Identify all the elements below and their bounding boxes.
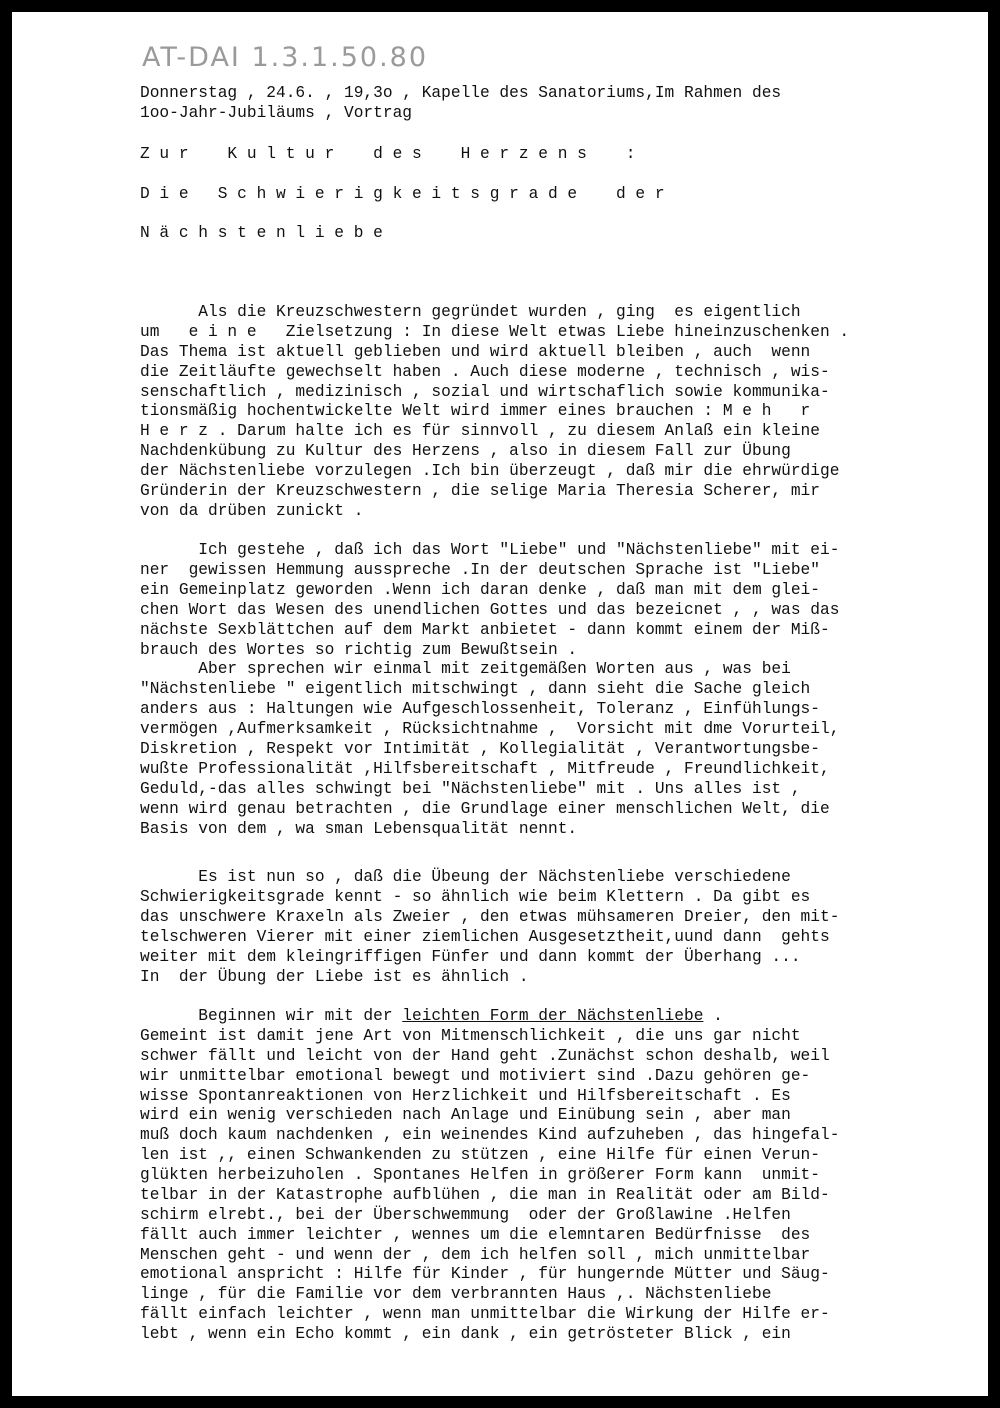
text-line: glükten herbeizuholen . Spontanes Helfen in größerer Form kann unmit-: [140, 1166, 820, 1184]
title-line-1: Z u r K u l t u r d e s H e r z e n s :: [140, 145, 636, 163]
archive-reference-stamp: AT-DAI 1.3.1.50.80: [142, 42, 429, 73]
text-line: Diskretion , Respekt vor Intimität , Kollegialität , Verantwortungsbe-: [140, 740, 820, 758]
text-segment: .: [703, 1007, 723, 1025]
text-line: lebt , wenn ein Echo kommt , ein dank , ein getrösteter Blick , ein: [140, 1325, 791, 1343]
text-line: nächste Sexblättchen auf dem Markt anbietet - dann kommt einem der Miß-: [140, 621, 830, 639]
text-line: muß doch kaum nachdenken , ein weinendes Kind aufzuheben , das hingefal-: [140, 1126, 840, 1144]
text-line: Geduld,-das alles schwingt bei "Nächstenliebe" mit . Uns alles ist ,: [140, 780, 801, 798]
text-line: telschweren Vierer mit einer ziemlichen Ausgesetztheit,uund dann gehts: [140, 928, 830, 946]
text-line: fällt auch immer leichter , wennes um die elemntaren Bedürfnisse des: [140, 1226, 811, 1244]
text-line: tionsmäßig hochentwickelte Welt wird immer eines brauchen : M e h r: [140, 402, 811, 420]
text-line: "Nächstenliebe " eigentlich mitschwingt , dann sieht die Sache gleich: [140, 680, 811, 698]
text-line: Es ist nun so , daß die Übeung der Nächstenliebe verschiedene: [140, 868, 791, 886]
text-line: senschaftlich , medizinisch , sozial und wirtschaflich sowie kommunika-: [140, 383, 830, 401]
document-page: [12, 12, 988, 1396]
text-line: Gründerin der Kreuzschwestern , die selige Maria Theresia Scherer, mir: [140, 482, 820, 500]
text-line: Menschen geht - und wenn der , dem ich helfen soll , mich unmittelbar: [140, 1246, 811, 1264]
text-line: von da drüben zunickt .: [140, 502, 364, 520]
text-segment: Beginnen wir mit der: [140, 1007, 403, 1025]
text-line: wir unmittelbar emotional bewegt und motiviert sind .Dazu gehören ge-: [140, 1067, 811, 1085]
text-line: schirm elrebt., bei der Überschwemmung oder der Großlawine .Helfen: [140, 1206, 791, 1224]
text-line: weiter mit dem kleingriffigen Fünfer und dann kommt der Überhang ...: [140, 948, 801, 966]
text-line: Basis von dem , wa sman Lebensqualität nennt.: [140, 820, 578, 838]
text-line: der Nächstenliebe vorzulegen .Ich bin überzeugt , daß mir die ehrwürdige: [140, 462, 840, 480]
text-line: ner gewissen Hemmung ausspreche .In der deutschen Sprache ist "Liebe": [140, 561, 820, 579]
text-line: linge , für die Familie vor dem verbrannten Haus ,. Nächstenliebe: [140, 1285, 772, 1303]
text-line: len ist ,, einen Schwankenden zu stützen , eine Hilfe für einen Verun-: [140, 1146, 820, 1164]
text-line: die Zeitläufte gewechselt haben . Auch diese moderne , technisch , wis-: [140, 363, 830, 381]
text-line: anders aus : Haltungen wie Aufgeschlossenheit, Toleranz , Einfühlungs-: [140, 700, 820, 718]
text-line: Ich gestehe , daß ich das Wort "Liebe" und "Nächstenliebe" mit ei-: [140, 541, 840, 559]
text-line: wird ein wenig verschieden nach Anlage und Einübung sein , aber man: [140, 1106, 791, 1124]
text-line: ein Gemeinplatz geworden .Wenn ich daran denke , daß man mit dem glei-: [140, 581, 820, 599]
title-line-3: N ä c h s t e n l i e b e: [140, 224, 383, 242]
text-line: brauch des Wortes so richtig zum Bewußtsein .: [140, 641, 578, 659]
text-line: fällt einfach leichter , wenn man unmittelbar die Wirkung der Hilfe er-: [140, 1305, 830, 1323]
text-line: Gemeint ist damit jene Art von Mitmenschlichkeit , die uns gar nicht: [140, 1027, 801, 1045]
text-line: das unschwere Kraxeln als Zweier , den etwas mühsameren Dreier, den mit-: [140, 908, 840, 926]
text-line: wisse Spontanreaktionen von Herzlichkeit und Hilfsbereitschaft . Es: [140, 1087, 791, 1105]
text-line: emotional anspricht : Hilfe für Kinder , für hungernde Mütter und Säug-: [140, 1265, 830, 1283]
header-occasion-line: 1oo-Jahr-Jubiläums , Vortrag: [140, 104, 412, 122]
text-line: wußte Professionalität ,Hilfsbereitschaft , Mitfreude , Freundlichkeit,: [140, 760, 830, 778]
text-line: chen Wort das Wesen des unendlichen Gottes und das bezeicnet , , was das: [140, 601, 840, 619]
text-line: um e i n e Zielsetzung : In diese Welt etwas Liebe hineinzuschenken .: [140, 323, 850, 341]
section-heading-line: [140, 1007, 980, 1027]
text-line: schwer fällt und leicht von der Hand geht .Zunächst schon deshalb, weil: [140, 1047, 830, 1065]
text-line: telbar in der Katastrophe aufblühen , die man in Realität oder am Bild-: [140, 1186, 830, 1204]
text-line: In der Übung der Liebe ist es ähnlich .: [140, 968, 529, 986]
text-line: Aber sprechen wir einmal mit zeitgemäßen Worten aus , was bei: [140, 660, 791, 678]
text-line: Als die Kreuzschwestern gegründet wurden , ging es eigentlich: [140, 303, 801, 321]
text-line: H e r z . Darum halte ich es für sinnvoll , zu diesem Anlaß ein kleine: [140, 422, 820, 440]
text-line: Nachdenkübung zu Kultur des Herzens , also in diesem Fall zur Übung: [140, 442, 791, 460]
underlined-phrase: leichten Form der Nächstenliebe: [402, 1007, 704, 1025]
text-line: vermögen ,Aufmerksamkeit , Rücksichtnahme , Vorsicht mit dme Vorurteil,: [140, 720, 840, 738]
header-date-line: Donnerstag , 24.6. , 19,3o , Kapelle des Sanatoriums,Im Rahmen des: [140, 84, 782, 102]
text-line: Das Thema ist aktuell geblieben und wird aktuell bleiben , auch wenn: [140, 343, 811, 361]
title-line-2: D i e S c h w i e r i g k e i t s g r a d e d e r: [140, 185, 665, 203]
text-line: Schwierigkeitsgrade kennt - so ähnlich wie beim Klettern . Da gibt es: [140, 888, 811, 906]
text-line: wenn wird genau betrachten , die Grundlage einer menschlichen Welt, die: [140, 800, 830, 818]
